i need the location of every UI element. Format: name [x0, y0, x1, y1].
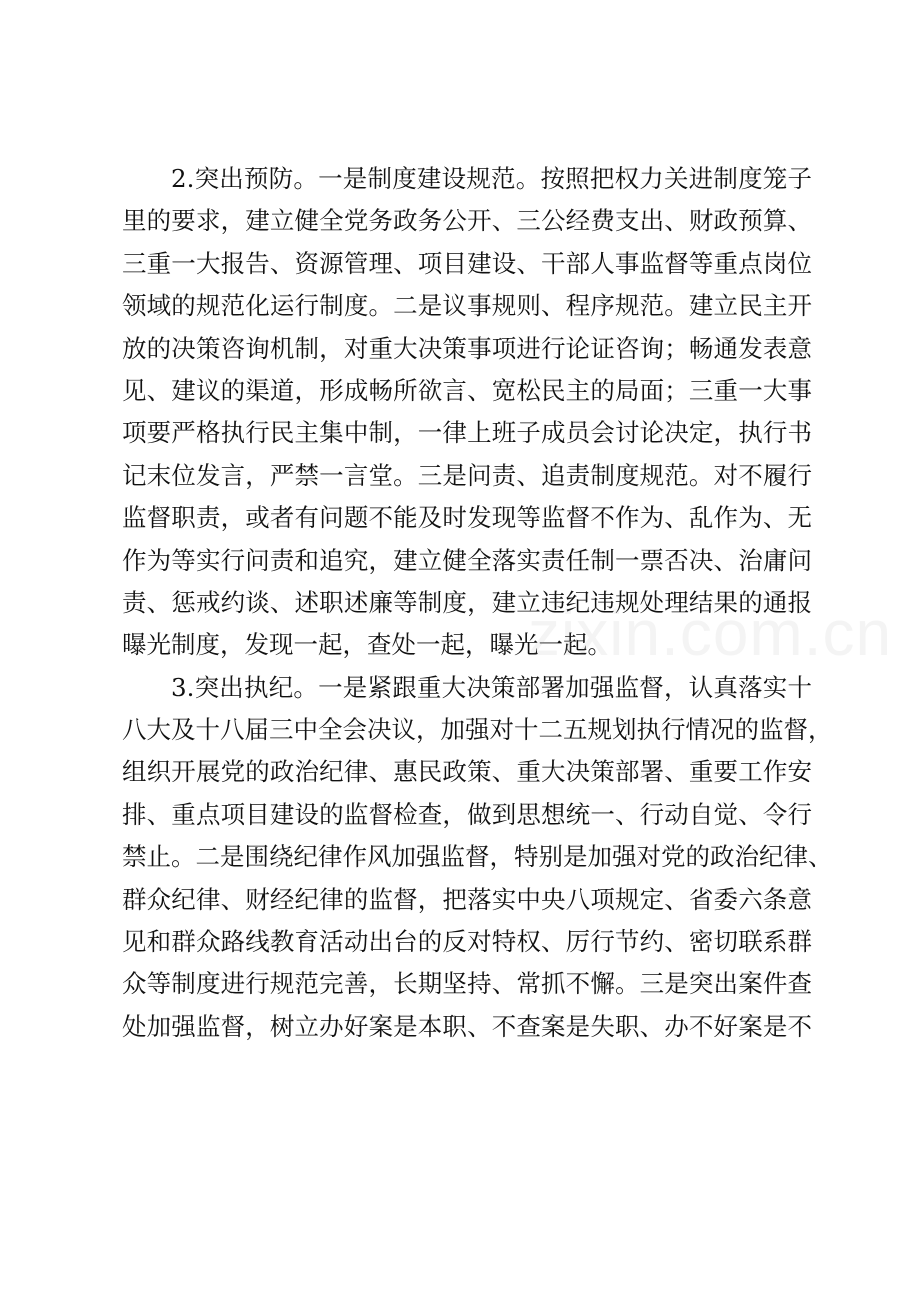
paragraph-line: 项要严格执行民主集中制，一律上班子成员会讨论决定，执行书	[122, 418, 812, 448]
paragraph-line: 领域的规范化运行制度。二是议事规则、程序规范。建立民主开	[122, 291, 812, 321]
watermark: zixin.com.cn	[528, 597, 893, 669]
paragraph-line: 曝光制度，发现一起，查处一起，曝光一起。	[122, 630, 612, 660]
paragraph-line: 处加强监督，树立办好案是本职、不查案是失职、办不好案是不	[122, 1011, 812, 1041]
paragraph-line: 作为等实行问责和追究，建立健全落实责任制一票否决、治庸问	[122, 545, 812, 575]
paragraph-line: 组织开展党的政治纪律、惠民政策、重大决策部署、重要工作安	[122, 757, 812, 787]
paragraph-line: 3.突出执纪。一是紧跟重大决策部署加强监督，认真落实十	[171, 672, 812, 702]
paragraph-line: 放的决策咨询机制，对重大决策事项进行论证咨询；畅通发表意	[122, 333, 812, 363]
paragraph-line: 监督职责，或者有问题不能及时发现等监督不作为、乱作为、无	[122, 503, 812, 533]
paragraph-line: 2.突出预防。一是制度建设规范。按照把权力关进制度笼子	[171, 164, 812, 193]
paragraph-line: 见和群众路线教育活动出台的反对特权、厉行节约、密切联系群	[122, 927, 812, 957]
paragraph-line: 排、重点项目建设的监督检查，做到思想统一、行动自觉、令行	[122, 799, 812, 829]
paragraph-line: 记末位发言，严禁一言堂。三是问责、追责制度规范。对不履行	[122, 460, 812, 490]
paragraph-line: 群众纪律、财经纪律的监督，把落实中央八项规定、省委六条意	[122, 884, 812, 914]
paragraph-line: 见、建议的渠道，形成畅所欲言、宽松民主的局面；三重一大事	[122, 375, 812, 405]
paragraph-line: 众等制度进行规范完善，长期坚持、常抓不懈。三是突出案件查	[122, 969, 812, 999]
paragraph-line: 里的要求，建立健全党务政务公开、三公经费支出、财政预算、	[122, 206, 812, 236]
paragraph-line: 责、惩戒约谈、述职述廉等制度，建立违纪违规处理结果的通报	[122, 587, 812, 617]
paragraph-line: 禁止。二是围绕纪律作风加强监督，特别是加强对党的政治纪律、	[122, 842, 833, 872]
body-text	[122, 158, 833, 1048]
paragraph-line: 三重一大报告、资源管理、项目建设、干部人事监督等重点岗位	[122, 248, 812, 278]
paragraph-line: 八大及十八届三中全会决议，加强对十二五规划执行情况的监督，	[122, 715, 833, 745]
